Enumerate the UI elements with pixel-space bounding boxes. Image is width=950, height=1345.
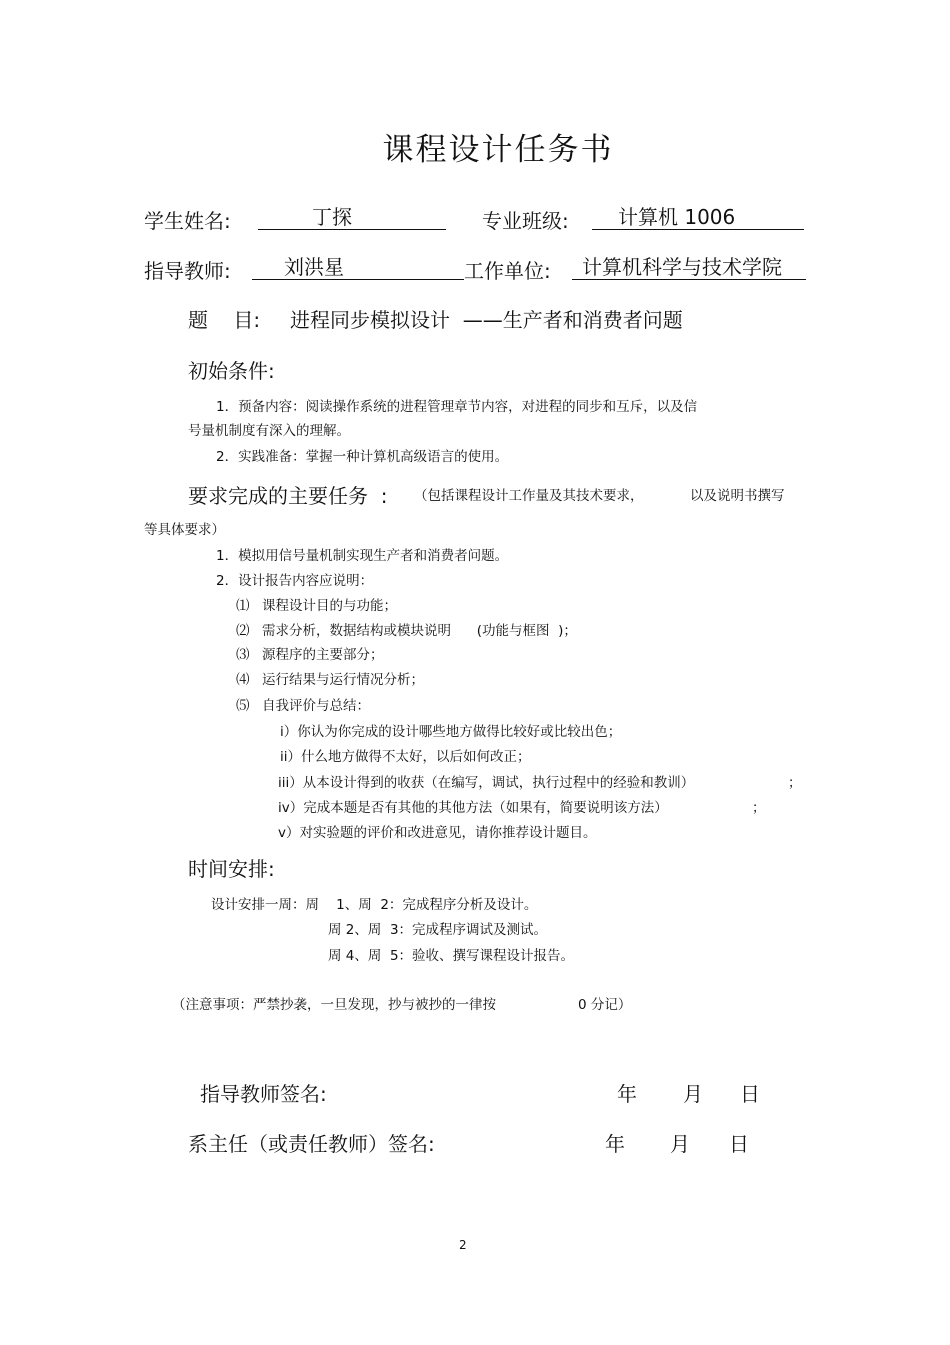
sub-item-text: 自我评价与总结： [262, 698, 370, 714]
tasks-item2: 2．设计报告内容应说明： [216, 573, 374, 589]
director-sign-year: 年 [605, 1132, 625, 1156]
eval-item-tail: ； [788, 775, 802, 791]
eval-item-tail: ； [752, 800, 766, 816]
advisor-signature-label: 指导教师签名: [200, 1082, 327, 1106]
sub-item-text: 课程设计目的与功能； [262, 598, 397, 614]
sub-item-num: ⑷ [236, 672, 250, 688]
schedule-line: 周 4、周 5：验收、撰写课程设计报告。 [328, 948, 575, 964]
sub-item-num: ⑴ [236, 598, 250, 614]
sub-item-text: 需求分析，数据结构或模块说明 (功能与框图 )； [262, 623, 577, 639]
advisor-value: 刘洪星 [252, 254, 464, 280]
schedule-line: 周 2、周 3：完成程序调试及测试。 [328, 922, 548, 938]
eval-item: v）对实验题的评价和改进意见，请你推荐设计题目。 [278, 825, 597, 841]
sub-item-text: 源程序的主要部分； [262, 647, 384, 663]
tasks-note-part2: 以及说明书撰写 [690, 488, 785, 504]
topic-label: 题 目: [188, 308, 261, 332]
sub-item-num: ⑵ [236, 623, 250, 639]
sub-item-num: ⑶ [236, 647, 250, 663]
initial-item2: 2．实践准备：掌握一种计算机高级语言的使用。 [216, 449, 509, 465]
sub-item-num: ⑸ [236, 698, 250, 714]
eval-item: ii）什么地方做得不太好，以后如何改正； [280, 749, 531, 765]
major-class-label: 专业班级: [482, 209, 569, 233]
eval-item: iii）从本设计得到的收获（在编写，调试，执行过程中的经验和教训） [278, 775, 695, 791]
topic-value: 进程同步模拟设计 ——生产者和消费者问题 [290, 308, 683, 332]
tasks-heading: 要求完成的主要任务 : [188, 484, 388, 508]
work-unit-label: 工作单位: [464, 259, 551, 283]
tasks-item1: 1．模拟用信号量机制实现生产者和消费者问题。 [216, 548, 509, 564]
advisor-label: 指导教师: [144, 259, 231, 283]
schedule-heading: 时间安排: [188, 857, 275, 881]
advisor-sign-month: 月 [683, 1082, 703, 1106]
initial-conditions-heading: 初始条件: [188, 359, 275, 383]
director-signature-label: 系主任（或责任教师）签名: [188, 1132, 435, 1156]
schedule-line: 设计安排一周：周 1、周 2：完成程序分析及设计。 [211, 897, 538, 913]
document-title: 课程设计任务书 [382, 132, 614, 168]
notice-text: （注意事项：严禁抄袭，一旦发现，抄与被抄的一律按 [172, 997, 496, 1013]
student-name-value: 丁探 [258, 204, 446, 230]
advisor-sign-year: 年 [617, 1082, 637, 1106]
eval-item: iv）完成本题是否有其他的其他方法（如果有，简要说明该方法） [278, 800, 668, 816]
student-name-label: 学生姓名: [144, 209, 231, 233]
major-class-value: 计算机 1006 [592, 204, 804, 230]
page-number: 2 [459, 1238, 467, 1252]
tasks-note-line2: 等具体要求） [144, 522, 225, 538]
eval-item: i）你认为你完成的设计哪些地方做得比较好或比较出色； [280, 724, 622, 740]
initial-item1-line2: 号量机制度有深入的理解。 [188, 423, 350, 439]
notice-text-end: 0 分记） [578, 997, 632, 1013]
tasks-note-part1: （包括课程设计工作量及其技术要求， [414, 488, 644, 504]
initial-item1-line1: 1．预备内容：阅读操作系统的进程管理章节内容，对进程的同步和互斥，以及信 [216, 399, 698, 415]
director-sign-month: 月 [670, 1132, 690, 1156]
advisor-sign-day: 日 [740, 1082, 760, 1106]
work-unit-value: 计算机科学与技术学院 [572, 254, 806, 280]
director-sign-day: 日 [729, 1132, 749, 1156]
sub-item-text: 运行结果与运行情况分析； [262, 672, 424, 688]
